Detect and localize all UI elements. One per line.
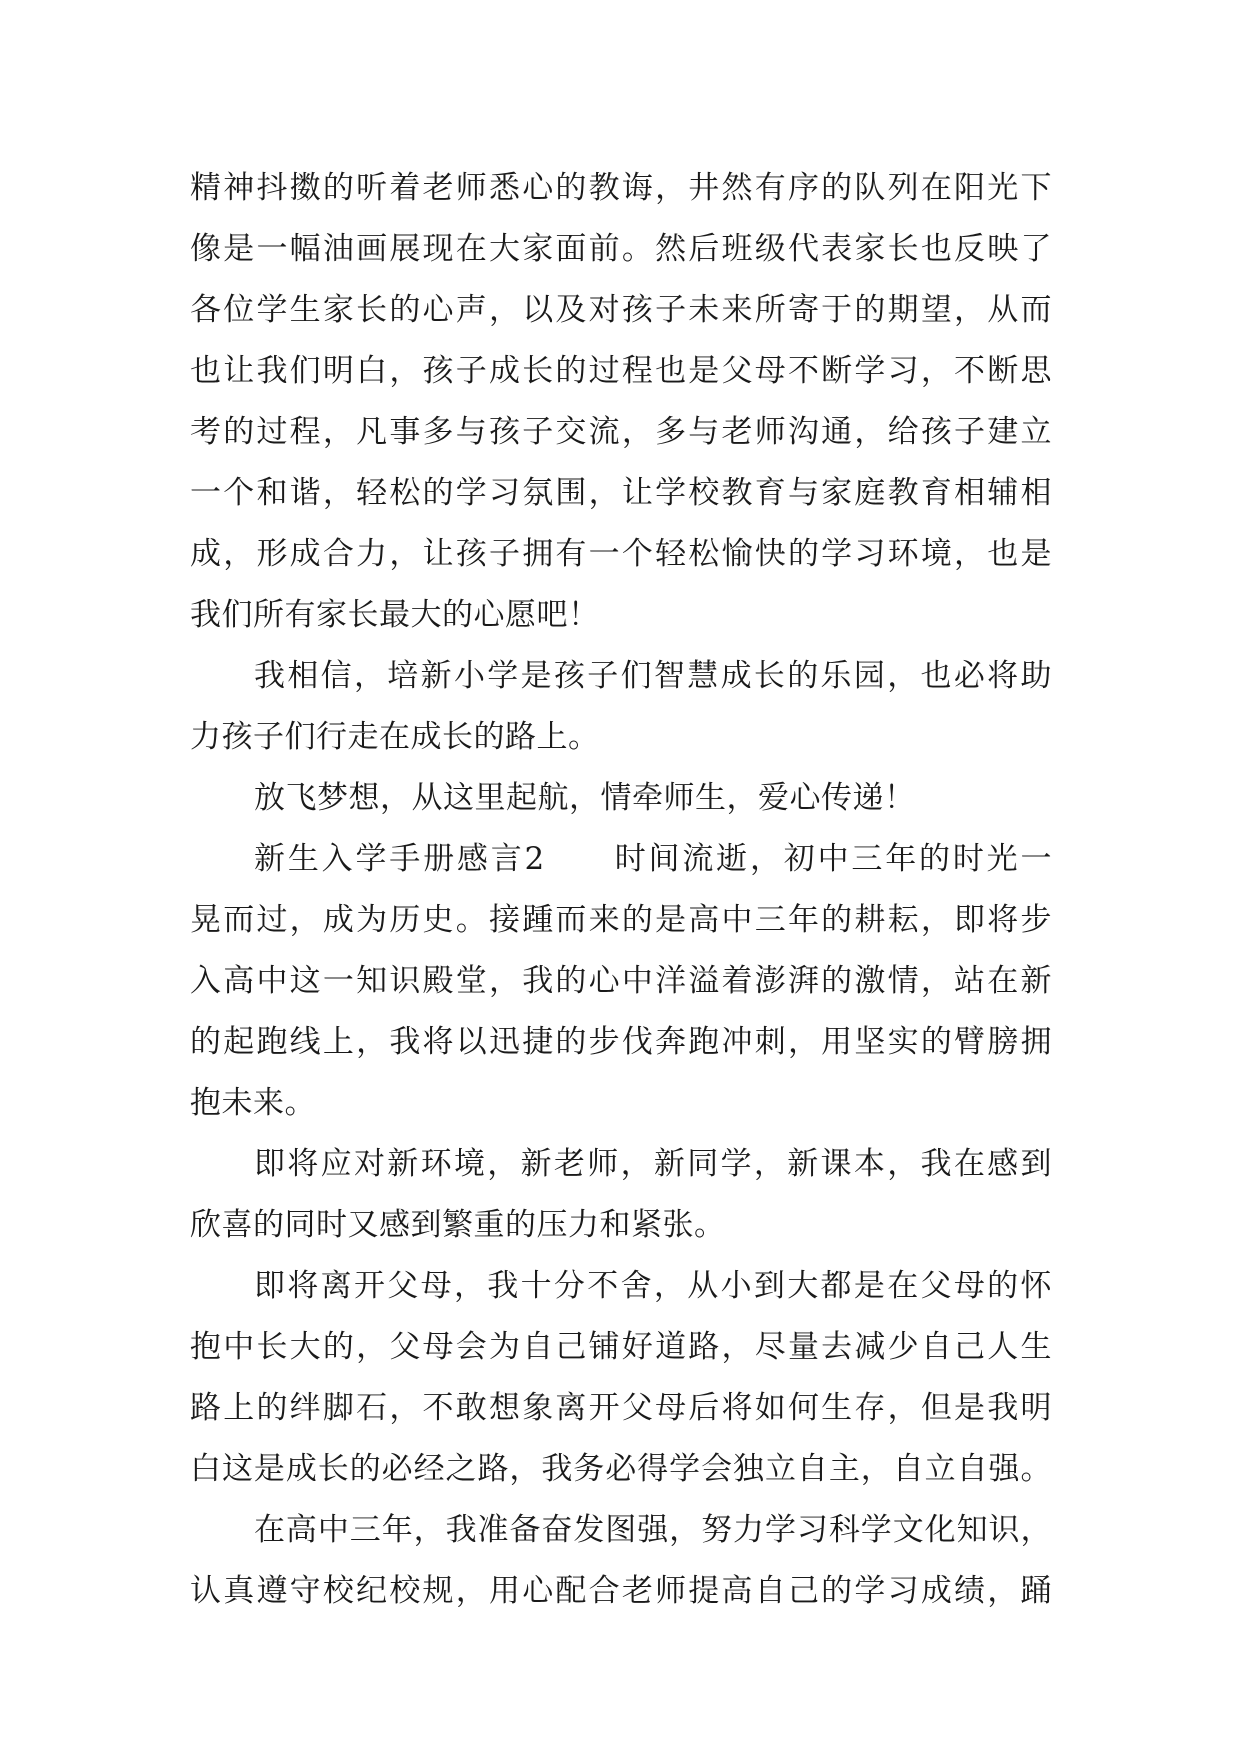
paragraph-first-line: 在高中三年，我准备奋发图强，努力学习科学文化知识， bbox=[254, 1512, 1052, 1548]
text-line: 认真遵守校纪校规，用心配合老师提高自己的学习成绩，踊 bbox=[190, 1573, 1052, 1609]
text-line: 的起跑线上，我将以迅捷的步伐奔跑冲刺，用坚实的臂膀拥 bbox=[190, 1024, 1052, 1060]
text-line: 考的过程，凡事多与孩子交流，多与老师沟通，给孩子建立 bbox=[190, 414, 1052, 450]
text-line: 白这是成长的必经之路，我务必得学会独立自主，自立自强。 bbox=[190, 1451, 1052, 1487]
paragraph-first-line: 放飞梦想，从这里起航，情牵师生，爱心传递！ bbox=[254, 780, 916, 816]
paragraph-first-line: 即将离开父母，我十分不舍，从小到大都是在父母的怀 bbox=[254, 1268, 1052, 1304]
text-line: 成，形成合力，让孩子拥有一个轻松愉快的学习环境，也是 bbox=[190, 536, 1052, 572]
paragraph-first-line: 即将应对新环境，新老师，新同学，新课本，我在感到 bbox=[254, 1146, 1052, 1182]
paragraph-first-line: 我相信，培新小学是孩子们智慧成长的乐园，也必将助 bbox=[254, 658, 1052, 694]
text-line: 各位学生家长的心声，以及对孩子未来所寄于的期望，从而 bbox=[190, 292, 1052, 328]
text-line: 力孩子们行走在成长的路上。 bbox=[190, 719, 600, 755]
text-line: 像是一幅油画展现在大家面前。然后班级代表家长也反映了 bbox=[190, 231, 1052, 267]
text-line: 精神抖擞的听着老师悉心的教诲，井然有序的队列在阳光下 bbox=[190, 170, 1052, 206]
text-line: 我们所有家长最大的心愿吧！ bbox=[190, 597, 600, 633]
text-line: 入高中这一知识殿堂，我的心中洋溢着澎湃的激情，站在新 bbox=[190, 963, 1052, 999]
text-line: 路上的绊脚石，不敢想象离开父母后将如何生存，但是我明 bbox=[190, 1390, 1052, 1426]
text-line: 欣喜的同时又感到繁重的压力和紧张。 bbox=[190, 1207, 726, 1243]
text-line: 抱未来。 bbox=[190, 1085, 316, 1121]
text-line: 抱中长大的，父母会为自己铺好道路，尽量去减少自己人生 bbox=[190, 1329, 1052, 1365]
text-line: 晃而过，成为历史。接踵而来的是高中三年的耕耘，即将步 bbox=[190, 902, 1052, 938]
text-line: 一个和谐，轻松的学习氛围，让学校教育与家庭教育相辅相 bbox=[190, 475, 1052, 511]
section-heading-line: 新生入学手册感言2 时间流逝，初中三年的时光一 bbox=[254, 841, 1052, 877]
text-line: 也让我们明白，孩子成长的过程也是父母不断学习，不断思 bbox=[190, 353, 1052, 389]
document-body bbox=[190, 158, 1052, 1622]
